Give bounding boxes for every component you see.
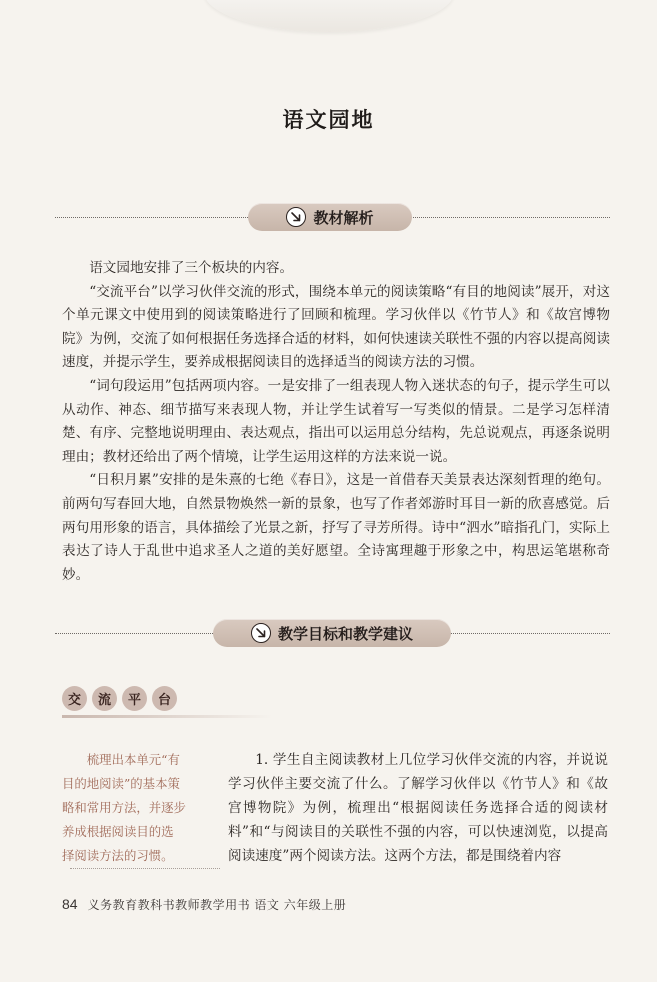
analysis-body	[62, 257, 610, 587]
main-column	[228, 748, 608, 868]
section-label: 教材解析	[313, 208, 374, 227]
side-note-line: 梳理出本单元“有	[86, 752, 180, 767]
arrow-down-right-icon	[286, 207, 306, 227]
heading-char: 台	[152, 686, 177, 711]
side-note-line: 略和常用方法，并逐步	[62, 800, 186, 815]
subsection-heading	[62, 686, 182, 711]
side-note-line: 目的地阅读”的基本策	[62, 776, 180, 791]
section-label: 教学目标和教学建议	[277, 624, 413, 643]
paragraph: “日积月累”安排的是朱熹的七绝《春日》，这是一首借春天美景表达深刻哲理的绝句。前两句写春回大地，自然景物焕然一新的景象，也写了作者郊游时耳目一新的欣喜感觉。后两句用形象的语言，具体描绘了光景之新，抒写了寻芳所得。诗中“泗水”暗指孔门，实际上表达了诗人于乱世中追求圣人之道的美好愿望。全诗寓理趣于形象之中，构思运笔堪称奇妙。	[62, 472, 610, 583]
page-footer	[62, 896, 346, 913]
paragraph: 1. 学生自主阅读教材上几位学习伙伴交流的内容，并说说学习伙伴主要交流了什么。了解学习伙伴以《竹节人》和《故宫博物院》为例，梳理出“根据阅读任务选择合适的阅读材料”和“与阅读目的关联性不强的内容，可以快速浏览，以提高阅读速度”两个阅读方法。这两个方法，都是围绕着内容	[228, 752, 608, 864]
heading-char: 流	[92, 686, 117, 711]
side-note-rule	[70, 868, 220, 869]
section-divider-left	[55, 633, 215, 634]
side-note	[62, 748, 204, 868]
arrow-down-right-icon	[251, 623, 271, 643]
paragraph: “词句段运用”包括两项内容。一是安排了一组表现人物入迷状态的句子，提示学生可以从动作、神态、细节描写来表现人物，并让学生试着写一写类似的情景。二是学习怎样清楚、有序、完整地说明理由、表达观点，指出可以运用总分结构，先总说观点，再逐条说明理由；教材还给出了两个情境，让学生运用这样的方法来说一说。	[62, 377, 610, 465]
book-title: 义务教育教科书教师教学用书 语文 六年级上册	[87, 898, 347, 912]
side-note-line: 择阅读方法的习惯。	[62, 848, 174, 863]
page-number: 84	[62, 896, 78, 912]
page-title: 语文园地	[282, 107, 375, 132]
section-divider-left	[55, 217, 250, 218]
heading-char: 平	[122, 686, 147, 711]
header-arc-decoration	[204, 0, 454, 32]
section-divider-right	[410, 217, 610, 218]
section-header-goals	[213, 619, 451, 647]
side-note-line: 养成根据阅读目的选	[62, 824, 174, 839]
paragraph: “交流平台”以学习伙伴交流的形式，围绕本单元的阅读策略“有目的地阅读”展开，对这个单元课文中使用到的阅读策略进行了回顾和梳理。学习伙伴以《竹节人》和《故宫博物院》为例，交流了如何根据任务选择合适的材料，如何快速读关联性不强的内容以提高阅读速度，并提示学生，要养成根据阅读目的选择适当的阅读方法的习惯。	[62, 283, 610, 371]
subsection-underline	[62, 715, 272, 718]
paragraph: 语文园地安排了三个板块的内容。	[89, 260, 294, 276]
section-header-analysis	[248, 203, 412, 231]
heading-char: 交	[62, 686, 87, 711]
section-divider-right	[450, 633, 610, 634]
